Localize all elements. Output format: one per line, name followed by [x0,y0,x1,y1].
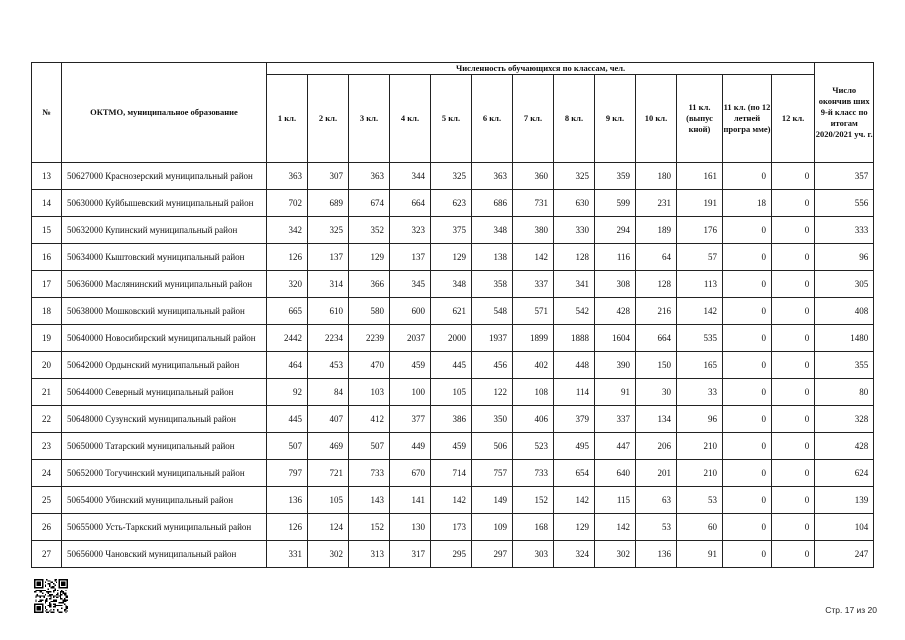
grade-count-cell: 210 [677,460,723,487]
column-header-grade: 6 кл. [472,75,513,163]
graduates-count-cell: 104 [815,514,874,541]
grade-count-cell: 130 [390,514,431,541]
grade-count-cell: 686 [472,190,513,217]
grade-count-cell: 100 [390,379,431,406]
grade-count-cell: 105 [308,487,349,514]
grade-count-cell: 0 [723,487,772,514]
table-row [32,406,874,433]
grade-count-cell: 141 [390,487,431,514]
table-row [32,460,874,487]
grade-count-cell: 173 [431,514,472,541]
page-number: Стр. 17 из 20 [825,605,877,615]
municipality-name: 50632000 Купинский муниципальный район [62,217,267,244]
graduates-count-cell: 355 [815,352,874,379]
grade-count-cell: 216 [636,298,677,325]
grade-count-cell: 165 [677,352,723,379]
grade-count-cell: 129 [349,244,390,271]
grade-count-cell: 189 [636,217,677,244]
row-number: 21 [32,379,62,406]
grade-count-cell: 0 [723,271,772,298]
grade-count-cell: 342 [267,217,308,244]
grade-count-cell: 386 [431,406,472,433]
grade-count-cell: 0 [772,190,815,217]
row-number: 15 [32,217,62,244]
grade-count-cell: 108 [513,379,554,406]
grade-count-cell: 142 [431,487,472,514]
grade-count-cell: 124 [308,514,349,541]
graduates-count-cell: 328 [815,406,874,433]
grade-count-cell: 330 [554,217,595,244]
grade-count-cell: 136 [636,541,677,568]
grade-count-cell: 352 [349,217,390,244]
grade-count-cell: 113 [677,271,723,298]
grade-count-cell: 621 [431,298,472,325]
grade-count-cell: 331 [267,541,308,568]
grade-count-cell: 731 [513,190,554,217]
graduates-count-cell: 333 [815,217,874,244]
table-row [32,379,874,406]
column-header-grade: 12 кл. [772,75,815,163]
graduates-count-cell: 305 [815,271,874,298]
grade-count-cell: 2442 [267,325,308,352]
grade-count-cell: 115 [595,487,636,514]
grade-count-cell: 600 [390,298,431,325]
column-header-grade: 1 кл. [267,75,308,163]
table-row [32,271,874,298]
municipality-name: 50652000 Тогучинский муниципальный район [62,460,267,487]
grade-count-cell: 363 [349,163,390,190]
grade-count-cell: 201 [636,460,677,487]
enrollment-table [31,62,874,568]
grade-count-cell: 84 [308,379,349,406]
table-row [32,433,874,460]
grade-count-cell: 0 [723,217,772,244]
grade-count-cell: 402 [513,352,554,379]
table-row [32,541,874,568]
grade-count-cell: 317 [390,541,431,568]
grade-count-cell: 91 [677,541,723,568]
grade-count-cell: 664 [390,190,431,217]
grade-count-cell: 702 [267,190,308,217]
column-header-grade: 11 кл. (выпус кной) [677,75,723,163]
grade-count-cell: 733 [513,460,554,487]
column-header-name: ОКТМО, муниципальное образование [62,63,267,163]
grade-count-cell: 0 [772,217,815,244]
grade-count-cell: 137 [308,244,349,271]
row-number: 13 [32,163,62,190]
grade-count-cell: 143 [349,487,390,514]
grade-count-cell: 33 [677,379,723,406]
grade-count-cell: 390 [595,352,636,379]
grade-count-cell: 302 [308,541,349,568]
grade-count-cell: 91 [595,379,636,406]
grade-count-cell: 0 [772,379,815,406]
grade-count-cell: 176 [677,217,723,244]
grade-count-cell: 0 [772,325,815,352]
grade-count-cell: 325 [308,217,349,244]
table-row [32,514,874,541]
grade-count-cell: 542 [554,298,595,325]
grade-count-cell: 308 [595,271,636,298]
grade-count-cell: 0 [772,352,815,379]
grade-count-cell: 610 [308,298,349,325]
grade-count-cell: 231 [636,190,677,217]
grade-count-cell: 640 [595,460,636,487]
grade-count-cell: 449 [390,433,431,460]
grade-count-cell: 345 [390,271,431,298]
grade-count-cell: 507 [267,433,308,460]
grade-count-cell: 18 [723,190,772,217]
grade-count-cell: 128 [636,271,677,298]
grade-count-cell: 464 [267,352,308,379]
row-number: 16 [32,244,62,271]
grade-count-cell: 535 [677,325,723,352]
grade-count-cell: 116 [595,244,636,271]
graduates-count-cell: 556 [815,190,874,217]
graduates-count-cell: 357 [815,163,874,190]
grade-count-cell: 714 [431,460,472,487]
grade-count-cell: 375 [431,217,472,244]
grade-count-cell: 664 [636,325,677,352]
row-number: 14 [32,190,62,217]
grade-count-cell: 0 [772,487,815,514]
grade-count-cell: 138 [472,244,513,271]
table-row [32,487,874,514]
municipality-name: 50634000 Кыштовский муниципальный район [62,244,267,271]
grade-count-cell: 105 [431,379,472,406]
grade-count-cell: 142 [554,487,595,514]
grade-count-cell: 0 [772,433,815,460]
grade-count-cell: 580 [349,298,390,325]
grade-count-cell: 348 [431,271,472,298]
graduates-count-cell: 96 [815,244,874,271]
municipality-name: 50656000 Чановский муниципальный район [62,541,267,568]
grade-count-cell: 0 [723,244,772,271]
grade-count-cell: 348 [472,217,513,244]
qr-code-icon [34,579,68,613]
graduates-count-cell: 1480 [815,325,874,352]
grade-count-cell: 757 [472,460,513,487]
row-number: 22 [32,406,62,433]
grade-count-cell: 297 [472,541,513,568]
municipality-name: 50644000 Северный муниципальный район [62,379,267,406]
grade-count-cell: 1937 [472,325,513,352]
grade-count-cell: 571 [513,298,554,325]
grade-count-cell: 445 [431,352,472,379]
grade-count-cell: 0 [723,460,772,487]
grade-count-cell: 630 [554,190,595,217]
grade-count-cell: 150 [636,352,677,379]
grade-count-cell: 161 [677,163,723,190]
grade-count-cell: 2239 [349,325,390,352]
grade-count-cell: 456 [472,352,513,379]
grade-count-cell: 0 [723,379,772,406]
grade-count-cell: 366 [349,271,390,298]
grade-count-cell: 448 [554,352,595,379]
graduates-count-cell: 624 [815,460,874,487]
grade-count-cell: 599 [595,190,636,217]
table-row [32,190,874,217]
column-header-grade: 8 кл. [554,75,595,163]
grade-count-cell: 295 [431,541,472,568]
grade-count-cell: 137 [390,244,431,271]
grade-count-cell: 359 [595,163,636,190]
grade-count-cell: 313 [349,541,390,568]
municipality-name: 50655000 Усть-Таркский муниципальный район [62,514,267,541]
table-row [32,217,874,244]
grade-count-cell: 428 [595,298,636,325]
row-number: 25 [32,487,62,514]
grade-count-cell: 314 [308,271,349,298]
grade-count-cell: 30 [636,379,677,406]
grade-count-cell: 0 [723,163,772,190]
graduates-count-cell: 247 [815,541,874,568]
graduates-count-cell: 139 [815,487,874,514]
grade-count-cell: 180 [636,163,677,190]
grade-count-cell: 350 [472,406,513,433]
grade-count-cell: 168 [513,514,554,541]
grade-count-cell: 126 [267,244,308,271]
grade-count-cell: 363 [472,163,513,190]
grade-count-cell: 363 [267,163,308,190]
grade-count-cell: 0 [723,541,772,568]
grade-count-cell: 136 [267,487,308,514]
grade-count-cell: 152 [513,487,554,514]
grade-count-cell: 57 [677,244,723,271]
column-header-grade: 5 кл. [431,75,472,163]
grade-count-cell: 103 [349,379,390,406]
grade-count-cell: 0 [723,406,772,433]
municipality-name: 50627000 Краснозерский муниципальный район [62,163,267,190]
grade-count-cell: 129 [431,244,472,271]
grade-count-cell: 303 [513,541,554,568]
table-body [32,163,874,568]
column-header-grade: 9 кл. [595,75,636,163]
table-row [32,325,874,352]
grade-count-cell: 142 [513,244,554,271]
grade-count-cell: 523 [513,433,554,460]
grade-count-cell: 344 [390,163,431,190]
grade-count-cell: 721 [308,460,349,487]
grade-count-cell: 470 [349,352,390,379]
grade-count-cell: 1899 [513,325,554,352]
grade-count-cell: 0 [723,514,772,541]
grade-count-cell: 380 [513,217,554,244]
grade-count-cell: 674 [349,190,390,217]
grade-count-cell: 210 [677,433,723,460]
grade-count-cell: 0 [772,541,815,568]
grade-count-cell: 337 [513,271,554,298]
graduates-count-cell: 80 [815,379,874,406]
grade-count-cell: 2000 [431,325,472,352]
grade-count-cell: 122 [472,379,513,406]
row-number: 23 [32,433,62,460]
graduates-count-cell: 408 [815,298,874,325]
grade-count-cell: 324 [554,541,595,568]
grade-count-cell: 506 [472,433,513,460]
column-group-header: Численность обучающихся по классам, чел. [267,63,815,75]
column-header-grade: 3 кл. [349,75,390,163]
grade-count-cell: 623 [431,190,472,217]
table-row [32,163,874,190]
grade-count-cell: 294 [595,217,636,244]
grade-count-cell: 459 [390,352,431,379]
grade-count-cell: 495 [554,433,595,460]
grade-count-cell: 191 [677,190,723,217]
grade-count-cell: 360 [513,163,554,190]
grade-count-cell: 0 [723,298,772,325]
grade-count-cell: 654 [554,460,595,487]
row-number: 19 [32,325,62,352]
grade-count-cell: 447 [595,433,636,460]
row-number: 27 [32,541,62,568]
grade-count-cell: 2234 [308,325,349,352]
grade-count-cell: 507 [349,433,390,460]
header-row-group [32,63,874,75]
municipality-name: 50630000 Куйбышевский муниципальный район [62,190,267,217]
municipality-name: 50654000 Убинский муниципальный район [62,487,267,514]
grade-count-cell: 2037 [390,325,431,352]
municipality-name: 50650000 Татарский муниципальный район [62,433,267,460]
municipality-name: 50648000 Сузунский муниципальный район [62,406,267,433]
row-number: 20 [32,352,62,379]
grade-count-cell: 358 [472,271,513,298]
grade-count-cell: 325 [431,163,472,190]
grade-count-cell: 689 [308,190,349,217]
grade-count-cell: 320 [267,271,308,298]
grade-count-cell: 459 [431,433,472,460]
column-header-graduates: Число окончив ших 9-й класс по итогам 2020/2021 уч. г. [815,63,874,163]
table-row [32,298,874,325]
grade-count-cell: 407 [308,406,349,433]
grade-count-cell: 665 [267,298,308,325]
grade-count-cell: 0 [723,352,772,379]
column-header-grade: 4 кл. [390,75,431,163]
grade-count-cell: 670 [390,460,431,487]
grade-count-cell: 0 [772,271,815,298]
grade-count-cell: 114 [554,379,595,406]
grade-count-cell: 0 [772,298,815,325]
row-number: 18 [32,298,62,325]
grade-count-cell: 152 [349,514,390,541]
grade-count-cell: 733 [349,460,390,487]
grade-count-cell: 60 [677,514,723,541]
grade-count-cell: 548 [472,298,513,325]
grade-count-cell: 0 [772,406,815,433]
grade-count-cell: 379 [554,406,595,433]
row-number: 17 [32,271,62,298]
grade-count-cell: 142 [595,514,636,541]
grade-count-cell: 0 [772,514,815,541]
grade-count-cell: 469 [308,433,349,460]
grade-count-cell: 0 [772,163,815,190]
grade-count-cell: 53 [677,487,723,514]
grade-count-cell: 92 [267,379,308,406]
grade-count-cell: 0 [772,460,815,487]
grade-count-cell: 206 [636,433,677,460]
grade-count-cell: 406 [513,406,554,433]
table-row [32,352,874,379]
grade-count-cell: 377 [390,406,431,433]
grade-count-cell: 445 [267,406,308,433]
grade-count-cell: 142 [677,298,723,325]
grade-count-cell: 0 [723,433,772,460]
municipality-name: 50638000 Мошковский муниципальный район [62,298,267,325]
grade-count-cell: 337 [595,406,636,433]
column-header-no: № [32,63,62,163]
grade-count-cell: 64 [636,244,677,271]
row-number: 24 [32,460,62,487]
grade-count-cell: 53 [636,514,677,541]
table-row [32,244,874,271]
grade-count-cell: 129 [554,514,595,541]
grade-count-cell: 0 [772,244,815,271]
grade-count-cell: 96 [677,406,723,433]
grade-count-cell: 453 [308,352,349,379]
grade-count-cell: 0 [723,325,772,352]
column-header-grade: 7 кл. [513,75,554,163]
column-header-grade: 10 кл. [636,75,677,163]
grade-count-cell: 302 [595,541,636,568]
grade-count-cell: 1888 [554,325,595,352]
grade-count-cell: 323 [390,217,431,244]
grade-count-cell: 307 [308,163,349,190]
grade-count-cell: 126 [267,514,308,541]
grade-count-cell: 149 [472,487,513,514]
grade-count-cell: 797 [267,460,308,487]
grade-count-cell: 134 [636,406,677,433]
grade-count-cell: 412 [349,406,390,433]
grade-count-cell: 341 [554,271,595,298]
row-number: 26 [32,514,62,541]
column-header-grade: 2 кл. [308,75,349,163]
column-header-grade: 11 кл. (по 12 летней програ мме) [723,75,772,163]
grade-count-cell: 128 [554,244,595,271]
municipality-name: 50636000 Маслянинский муниципальный район [62,271,267,298]
grade-count-cell: 109 [472,514,513,541]
grade-count-cell: 325 [554,163,595,190]
grade-count-cell: 63 [636,487,677,514]
municipality-name: 50642000 Ордынский муниципальный район [62,352,267,379]
grade-count-cell: 1604 [595,325,636,352]
graduates-count-cell: 428 [815,433,874,460]
municipality-name: 50640000 Новосибирский муниципальный район [62,325,267,352]
